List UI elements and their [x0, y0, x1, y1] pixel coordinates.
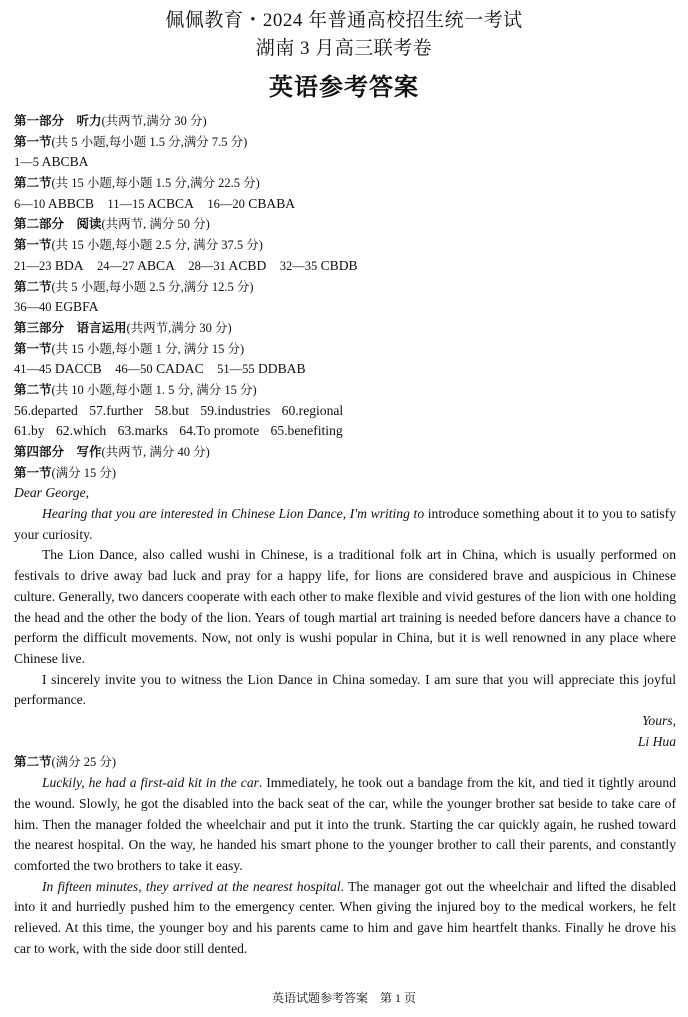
fill-answer-60: 60.regional — [281, 402, 344, 418]
answer-content — [14, 111, 676, 959]
part4-section2-heading: 第二节(满分 25 分) — [14, 754, 117, 770]
part2-section2-answers: 36—40 EGBFA — [14, 299, 99, 315]
part4-section1-heading: 第一节(满分 15 分) — [14, 464, 117, 480]
letter-paragraph-2: The Lion Dance, also called wushi in Chinese, is a traditional folk art in China, which is usually performed on festivals to drive away bad luck and pray for a happy life, for lions are considered brave and auspicious in Chinese culture. Generally, two dancers cooperate with each other to make flexible and vivid gestures of the lion with one holding the head and the other the body of the lion. Years of tough martial art training is needed before dancers have a chance to perform the difficult movements. Now, not only is wushi popular in China, but it is well renowned in any place where Chinese live. — [14, 547, 676, 666]
part3-section2-heading: 第二节(共 10 小题,每小题 1. 5 分, 满分 15 分) — [14, 381, 257, 397]
part3-section1-answers: 41—45 DACCB 46—50 CADAC 51—55 DDBAB — [14, 361, 306, 377]
letter-closing: Yours, — [642, 713, 676, 729]
part2-section2-heading: 第二节(共 5 小题,每小题 2.5 分,满分 12.5 分) — [14, 278, 254, 294]
letter-signature: Li Hua — [637, 733, 676, 749]
continuation-paragraph-2: In fifteen minutes, they arrived at the nearest hospital. The manager got out the wheelchair and lifted the disabled into it and hurriedly pushed him to the emergency center. When giving the injured boy to the medical workers, he felt relieved. At this time, the younger boy and his parents came to him and gave him heartfelt thanks. Finally he drove his car to work, with the side door still dented. — [14, 878, 676, 956]
part3-fill-row2 — [14, 421, 676, 442]
page-footer: 英语试题参考答案 第 1 页 — [271, 991, 416, 1005]
letter-paragraph-1: Hearing that you are interested in Chinese Lion Dance, I'm writing to introduce something about it to you to satisfy your curiosity. — [14, 506, 676, 542]
fill-answer-61: 61.by — [14, 423, 45, 439]
part2-heading: 第二部分 阅读(共两节, 满分 50 分) — [14, 216, 210, 232]
part3-fill-row1 — [14, 401, 676, 422]
exam-header-line2: 湖南 3 月高三联考卷 — [255, 38, 433, 59]
part3-section1-heading: 第一节(共 15 小题,每小题 1 分, 满分 15 分) — [14, 340, 245, 356]
fill-answer-65: 65.benefiting — [270, 423, 343, 439]
fill-answer-59: 59.industries — [200, 402, 271, 418]
part2-section1-answers: 21—23 BDA 24—27 ABCA 28—31 ACBD 32—35 CBDB — [14, 257, 358, 273]
part1-section2-heading: 第二节(共 15 小题,每小题 1.5 分,满分 22.5 分) — [14, 175, 260, 191]
part1-section1-answers: 1—5 ABCBA — [14, 154, 89, 170]
fill-answer-64: 64.To promote — [179, 423, 260, 439]
page-title: 英语参考答案 — [269, 73, 419, 101]
fill-answer-63: 63.marks — [117, 423, 168, 439]
fill-answer-62: 62.which — [56, 423, 107, 439]
letter-paragraph-3: I sincerely invite you to witness the Lion Dance in China someday. I am sure that you will appreciate this joyful performance. — [14, 671, 676, 708]
part4-heading: 第四部分 写作(共两节, 满分 40 分) — [14, 444, 210, 459]
exam-header-line1: 佩佩教育・2024 年普通高校招生统一考试 — [165, 10, 523, 31]
fill-answer-56: 56.departed — [14, 402, 78, 418]
part1-section2-answers: 6—10 ABBCB 11—15 ACBCA 16—20 CBABA — [14, 195, 296, 211]
part3-heading: 第三部分 语言运用(共两节,满分 30 分) — [14, 319, 232, 335]
letter-greeting: Dear George, — [14, 485, 89, 501]
fill-answer-57: 57.further — [89, 402, 144, 418]
fill-answer-58: 58.but — [154, 402, 189, 418]
part2-section1-heading: 第一节(共 15 小题,每小题 2.5 分, 满分 37.5 分) — [14, 237, 263, 253]
continuation-paragraph-1: Luckily, he had a first-aid kit in the car. Immediately, he took out a bandage from the kit, and tied it tightly around the wound. Slowly, he got the disabled into the back seat of the car, while the younger brother sat beside to take care of him. Then the manager folded the wheelchair and put it into the trunk. Starting the car quickly again, he rushed toward the nearest hospital. On the way, he handed his smart phone to the younger brother to call their parents, and constantly comforted the two brothers to take it easy. — [14, 775, 676, 873]
part1-heading: 第一部分 听力(共两节,满分 30 分) — [14, 113, 207, 128]
part1-section1-heading: 第一节(共 5 小题,每小题 1.5 分,满分 7.5 分) — [14, 133, 248, 149]
